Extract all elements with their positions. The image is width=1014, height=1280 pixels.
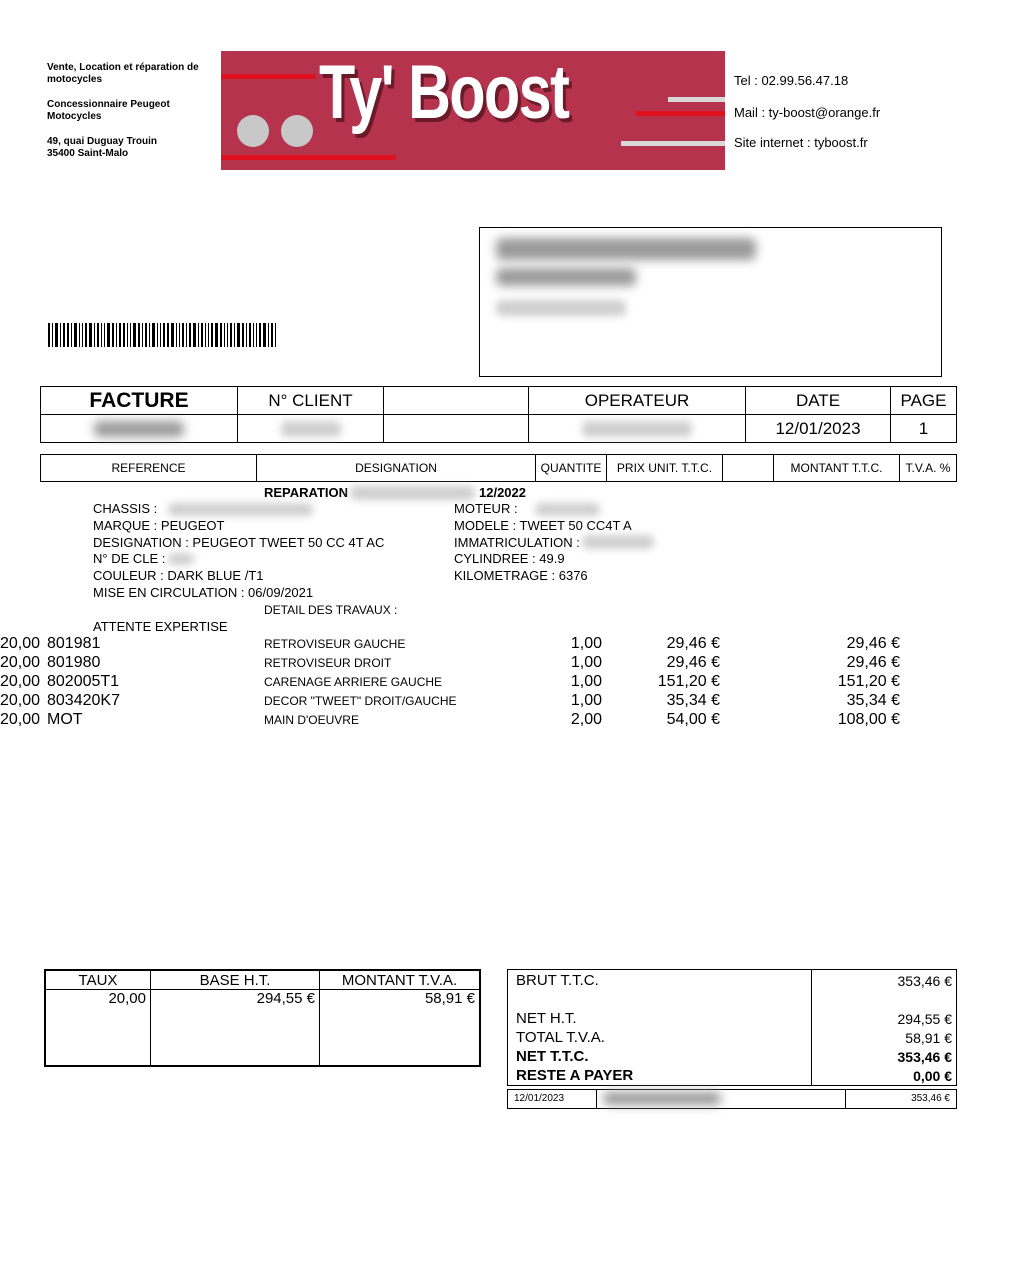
barcode-bar	[130, 323, 131, 347]
company-logo	[221, 51, 725, 170]
barcode-bar	[55, 323, 58, 347]
repair-title: REPARATION	[264, 485, 349, 500]
vat-rate-header: TAUX	[46, 971, 151, 990]
barcode-bar	[101, 323, 102, 347]
barcode-bar	[259, 323, 261, 347]
barcode-bar	[94, 323, 95, 347]
line-unit-price: 35,34 €	[666, 692, 720, 709]
line-designation: RETROVISEUR DROIT	[264, 656, 392, 670]
repair-title-date: 12/2022	[479, 485, 526, 500]
barcode-bar	[237, 323, 240, 347]
line-unit-price: 29,46 €	[666, 635, 720, 652]
barcode-bar	[82, 323, 83, 347]
line-quantity: 1,00	[570, 692, 602, 709]
detail-travaux: DETAIL DES TRAVAUX :	[264, 603, 398, 617]
barcode-bar	[145, 323, 147, 347]
line-unit-price: 54,00 €	[666, 711, 720, 728]
vat-rate: 20,00	[46, 990, 151, 1066]
barcode-bar	[167, 323, 169, 347]
line-items-header	[40, 454, 957, 482]
barcode-bar	[163, 323, 165, 347]
invoice-header-table	[40, 386, 957, 443]
net-ht-value: 294,55 €	[897, 1011, 952, 1027]
address-line2: 35400 Saint-Malo	[47, 148, 129, 159]
barcode-bar	[249, 323, 251, 347]
barcode-bar	[104, 323, 105, 347]
barcode-bar	[133, 323, 136, 347]
barcode-bar	[205, 323, 206, 347]
barcode-bar	[211, 323, 213, 347]
line-vat-rate: 20,00	[0, 692, 41, 709]
reste-value: 0,00 €	[913, 1068, 952, 1084]
moteur: MOTEUR :	[454, 501, 518, 516]
company-dealer: Concessionnaire Peugeot Motocycles	[47, 99, 170, 122]
payment-date: 12/01/2023	[514, 1093, 565, 1104]
barcode-bar	[112, 323, 114, 347]
barcode-bar	[152, 323, 155, 347]
barcode-bar	[138, 323, 140, 347]
line-quantity: 1,00	[570, 635, 602, 652]
line-vat-rate: 20,00	[0, 711, 41, 728]
barcode-bar	[127, 323, 128, 347]
company-tagline: Vente, Location et réparation de motocycles	[47, 62, 199, 85]
line-reference: 801981	[47, 635, 101, 652]
kilometrage: KILOMETRAGE : 6376	[454, 568, 588, 583]
col-vat: T.V.A. %	[900, 455, 957, 482]
line-vat-rate: 20,00	[0, 635, 41, 652]
line-quantity: 1,00	[570, 673, 602, 690]
barcode-bar	[157, 323, 158, 347]
line-designation: CARENAGE ARRIERE GAUCHE	[264, 675, 443, 689]
page-number: 1	[891, 415, 957, 443]
barcode-bar	[198, 323, 199, 347]
barcode-bar	[230, 323, 232, 347]
line-designation: DECOR "TWEET" DROIT/GAUCHE	[264, 694, 457, 708]
col-designation: DESIGNATION	[257, 455, 536, 482]
barcode-bar	[60, 323, 61, 347]
barcode-bar	[48, 323, 50, 347]
line-quantity: 2,00	[570, 711, 602, 728]
barcode-bar	[74, 323, 77, 347]
designation: DESIGNATION : PEUGEOT TWEET 50 CC 4T AC	[93, 535, 385, 550]
col-amount: MONTANT T.T.C.	[774, 455, 900, 482]
cylindree: CYLINDREE : 49.9	[454, 551, 565, 566]
barcode-bar	[215, 323, 218, 347]
line-item	[0, 711, 1014, 730]
vat-breakdown-table	[44, 969, 481, 1067]
barcode-bar	[171, 323, 174, 347]
facture-label: FACTURE	[41, 387, 238, 415]
line-unit-price: 151,20 €	[657, 673, 720, 690]
barcode-bar	[224, 323, 225, 347]
invoice-date: 12/01/2023	[746, 415, 891, 443]
operator-label: OPERATEUR	[529, 387, 746, 415]
net-ttc-label: NET T.T.C.	[516, 1048, 589, 1065]
barcode-bar	[193, 323, 196, 347]
line-designation: MAIN D'OEUVRE	[264, 713, 359, 727]
line-item	[0, 654, 1014, 673]
line-vat-rate: 20,00	[0, 673, 41, 690]
barcode-bar	[149, 323, 150, 347]
line-quantity: 1,00	[570, 654, 602, 671]
barcode-bar	[176, 323, 177, 347]
total-tva-label: TOTAL T.V.A.	[516, 1029, 605, 1046]
barcode-bar	[189, 323, 191, 347]
barcode	[48, 323, 336, 347]
barcode-bar	[246, 323, 247, 347]
line-amount: 29,46 €	[846, 635, 900, 652]
barcode-bar	[263, 323, 266, 347]
date-label: DATE	[746, 387, 891, 415]
logo-circle-right	[281, 115, 313, 147]
reste-label: RESTE A PAYER	[516, 1067, 634, 1084]
invoice-number	[41, 415, 238, 443]
barcode-bar	[253, 323, 254, 347]
vat-base-header: BASE H.T.	[151, 971, 320, 990]
barcode-bar	[182, 323, 184, 347]
vat-amount-header: MONTANT T.V.A.	[320, 971, 480, 990]
recipient-address-box	[479, 227, 942, 377]
vat-base: 294,55 €	[151, 990, 320, 1066]
barcode-bar	[242, 323, 244, 347]
barcode-bar	[142, 323, 143, 347]
header-blank	[384, 387, 529, 415]
net-ttc-value: 353,46 €	[897, 1049, 952, 1065]
barcode-bar	[186, 323, 187, 347]
barcode-bar	[52, 323, 53, 347]
line-reference: 801980	[47, 654, 101, 671]
line-reference: 803420K7	[47, 692, 120, 709]
barcode-bar	[116, 323, 117, 347]
payment-row	[507, 1089, 957, 1109]
line-amount: 108,00 €	[837, 711, 900, 728]
address-line1: 49, quai Duguay Trouin	[47, 136, 158, 147]
col-reference: REFERENCE	[41, 455, 257, 482]
barcode-bar	[160, 323, 161, 347]
phone: Tel : 02.99.56.47.18	[734, 73, 849, 88]
brut-label: BRUT T.T.C.	[516, 972, 599, 989]
barcode-bar	[234, 323, 235, 347]
barcode-bar	[71, 323, 72, 347]
line-vat-rate: 20,00	[0, 654, 41, 671]
website: Site internet : tyboost.fr	[734, 135, 868, 150]
barcode-bar	[268, 323, 269, 347]
barcode-bar	[179, 323, 180, 347]
operator-name	[529, 415, 746, 443]
line-amount: 35,34 €	[846, 692, 900, 709]
barcode-bar	[119, 323, 121, 347]
barcode-bar	[275, 323, 276, 347]
barcode-bar	[201, 323, 203, 347]
barcode-bar	[79, 323, 80, 347]
barcode-bar	[271, 323, 273, 347]
couleur: COULEUR : DARK BLUE /T1	[93, 568, 264, 583]
barcode-bar	[63, 323, 65, 347]
attente-expertise: ATTENTE EXPERTISE	[93, 619, 228, 634]
barcode-bar	[208, 323, 209, 347]
line-reference: 802005T1	[47, 673, 120, 690]
total-tva-value: 58,91 €	[905, 1030, 952, 1046]
barcode-bar	[256, 323, 257, 347]
col-blank	[723, 455, 774, 482]
logo-text: Ty' Boost	[319, 51, 569, 135]
company-address	[47, 136, 217, 160]
client-number-label: N° CLIENT	[238, 387, 384, 415]
cle: N° DE CLE :	[93, 551, 166, 566]
client-number	[238, 415, 384, 443]
line-item	[0, 692, 1014, 711]
immatriculation: IMMATRICULATION :	[454, 535, 580, 550]
barcode-bar	[85, 323, 87, 347]
line-amount: 29,46 €	[846, 654, 900, 671]
barcode-bar	[227, 323, 228, 347]
company-info	[47, 62, 217, 160]
line-reference: MOT	[47, 711, 83, 728]
brut-value: 353,46 €	[897, 973, 952, 989]
line-unit-price: 29,46 €	[666, 654, 720, 671]
barcode-bar	[97, 323, 99, 347]
col-quantity: QUANTITE	[536, 455, 607, 482]
mise-en-circulation: MISE EN CIRCULATION : 06/09/2021	[93, 585, 314, 600]
vat-amount: 58,91 €	[320, 990, 480, 1066]
barcode-bar	[123, 323, 125, 347]
modele: MODELE : TWEET 50 CC4T A	[454, 518, 632, 533]
barcode-bar	[220, 323, 222, 347]
line-item	[0, 635, 1014, 654]
line-item	[0, 673, 1014, 692]
col-unit-price: PRIX UNIT. T.T.C.	[607, 455, 723, 482]
barcode-bar	[107, 323, 110, 347]
payment-amount: 353,46 €	[911, 1093, 950, 1104]
barcode-bar	[89, 323, 92, 347]
barcode-bar	[67, 323, 69, 347]
logo-circle-left	[237, 115, 269, 147]
chassis: CHASSIS :	[93, 501, 158, 516]
marque: MARQUE : PEUGEOT	[93, 518, 225, 533]
line-amount: 151,20 €	[837, 673, 900, 690]
line-designation: RETROVISEUR GAUCHE	[264, 637, 406, 651]
totals-box	[507, 969, 957, 1086]
page-label: PAGE	[891, 387, 957, 415]
email: Mail : ty-boost@orange.fr	[734, 105, 881, 120]
net-ht-label: NET H.T.	[516, 1010, 577, 1027]
